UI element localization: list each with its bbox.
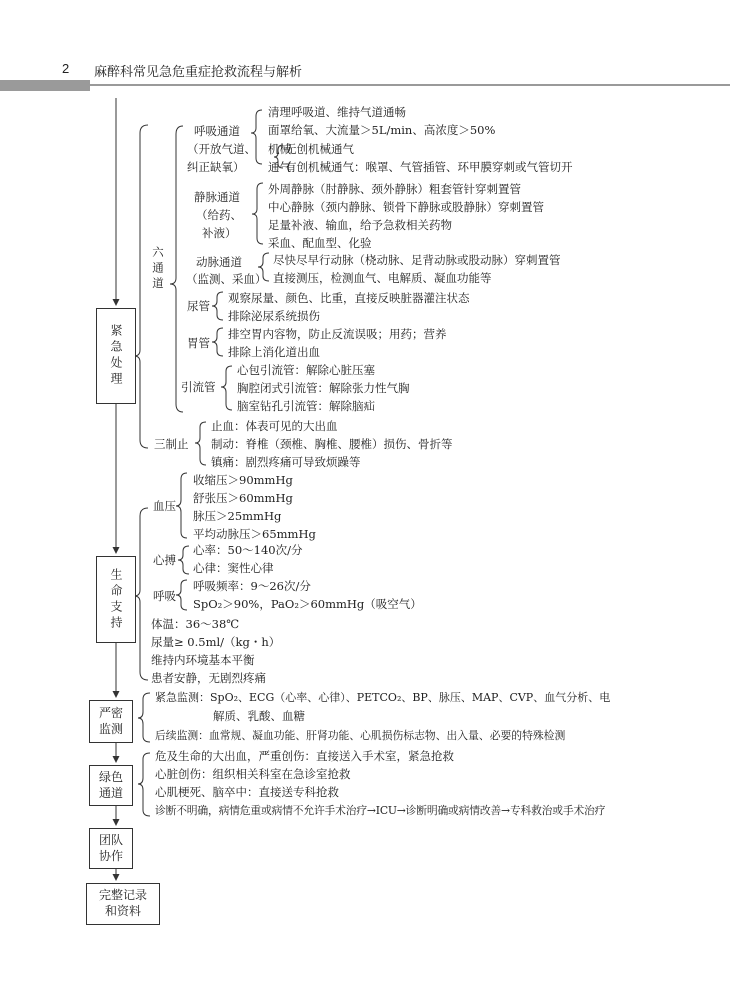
mech-vent-item: 有创机械通气：喉罩、气管插管、环甲膜穿刺或气管切开 — [285, 160, 573, 174]
life-other-item: 体温：36～38℃ — [151, 617, 240, 631]
green-channel-item: 危及生命的大出血，严重创伤：直接送入手术室，紧急抢救 — [155, 749, 454, 763]
urgent-monitoring-line-2: 解质、乳酸、血糖 — [213, 709, 305, 723]
bp-item: 平均动脉压＞65mmHg — [193, 527, 316, 541]
complete-records-box — [86, 883, 160, 925]
life-support-box: 生命支持 — [96, 556, 136, 643]
airway-item: 清理呼吸道、维持气道通畅 — [268, 105, 406, 119]
bp-item: 脉压＞25mmHg — [193, 509, 282, 523]
teamwork-label-1: 团队 — [98, 833, 123, 847]
resp-title: 呼吸 — [153, 589, 176, 603]
gastric-title: 胃管 — [187, 336, 210, 350]
resp-item: SpO₂＞90%，PaO₂＞60mmHg（吸空气） — [193, 597, 422, 611]
bp-title: 血压 — [153, 499, 176, 513]
life-other-item: 维持内环境基本平衡 — [151, 653, 255, 667]
three-controls-item: 镇痛：剧烈疼痛可导致烦躁等 — [211, 455, 361, 469]
arterial-item: 直接测压，检测血气、电解质、凝血功能等 — [273, 271, 492, 285]
page-number: 2 — [62, 61, 70, 76]
heart-item: 心律：窦性心律 — [193, 561, 274, 575]
venous-sub-1: （给药、 — [196, 208, 242, 222]
three-controls-item: 制动：脊椎（颈椎、胸椎、腰椎）损伤、骨折等 — [211, 437, 453, 451]
urinary-item: 观察尿量、颜色、比重，直接反映脏器灌注状态 — [228, 291, 470, 305]
life-other-item: 尿量≥ 0.5ml/（kg・h） — [151, 635, 281, 649]
green-channel-item: 诊断不明确，病情危重或病情不允许手术治疗→ICU→诊断明确或病情改善→专科救治或手术治疗 — [155, 804, 606, 817]
airway-sub-1: （开放气道、 — [187, 142, 256, 156]
green-channel-item: 心肌梗死、脑卒中：直接送专科抢救 — [155, 785, 339, 799]
three-controls-item: 止血：体表可见的大出血 — [211, 419, 338, 433]
life-other-item: 患者安静，无剧烈疼痛 — [151, 671, 266, 685]
bp-item: 舒张压＞60mmHg — [193, 491, 293, 505]
venous-item: 中心静脉（颈内静脉、锁骨下静脉或股静脉）穿刺置管 — [268, 200, 544, 214]
page-header-title: 麻醉科常见急危重症抢救流程与解析 — [94, 65, 303, 80]
arterial-item: 尽快尽早行动脉（桡动脉、足背动脉或股动脉）穿刺置管 — [273, 253, 561, 267]
green-channel-item: 心脏创伤：组织相关科室在急诊室抢救 — [155, 767, 351, 781]
heart-title: 心搏 — [153, 553, 176, 567]
urinary-title: 尿管 — [187, 299, 210, 313]
six-channels-label: 六通道 — [151, 246, 165, 293]
drainage-item: 心包引流管：解除心脏压塞 — [237, 363, 375, 377]
close-monitoring-label-2: 监测 — [98, 722, 123, 736]
arterial-sub: （监测、采血） — [186, 272, 267, 286]
arterial-title: 动脉通道 — [196, 255, 242, 269]
venous-sub-2: 补液） — [202, 226, 237, 240]
teamwork-box — [89, 828, 133, 869]
mech-vent-label-2: 通气 — [268, 160, 291, 174]
venous-title: 静脉通道 — [194, 190, 240, 204]
complete-records-label-1: 完整记录 — [98, 888, 147, 902]
green-channel-label-1: 绿色 — [98, 770, 123, 784]
mech-vent-item: 无创机械通气 — [285, 142, 354, 156]
complete-records-label-2: 和资料 — [104, 904, 141, 918]
resp-item: 呼吸频率：9～26次/分 — [193, 579, 311, 593]
venous-item: 采血、配血型、化验 — [268, 236, 372, 250]
bp-item: 收缩压＞90mmHg — [193, 473, 293, 487]
close-monitoring-box — [89, 700, 133, 743]
teamwork-label-2: 协作 — [98, 849, 123, 863]
three-controls-title: 三制止 — [154, 437, 189, 451]
urgent-treatment-box: 紧急处理 — [96, 308, 136, 404]
green-channel-label-2: 通道 — [98, 786, 123, 800]
gastric-item: 排除上消化道出血 — [228, 345, 320, 359]
drainage-item: 胸腔闭式引流管：解除张力性气胸 — [237, 381, 410, 395]
drainage-title: 引流管 — [181, 380, 216, 394]
follow-monitoring: 后续监测：血常规、凝血功能、肝肾功能、心肌损伤标志物、出入量、必要的特殊检测 — [155, 729, 566, 742]
mech-vent-label-1: 机械 — [268, 142, 291, 156]
airway-item: 面罩给氧、大流量＞5L/min、高浓度＞50% — [268, 123, 496, 137]
green-channel-box — [89, 765, 133, 806]
airway-sub-2: 纠正缺氧） — [187, 160, 245, 174]
urgent-monitoring-line-1: 紧急监测：SpO₂、ECG（心率、心律）、PETCO₂、BP、脉压、MAP、CVP、血气分析、电 — [155, 691, 611, 704]
drainage-item: 脑室钻孔引流管：解除脑疝 — [237, 399, 375, 413]
close-monitoring-label-1: 严密 — [98, 706, 123, 720]
venous-item: 足量补液、输血，给予急救相关药物 — [268, 218, 452, 232]
airway-title: 呼吸通道 — [194, 124, 240, 138]
venous-item: 外周静脉（肘静脉、颈外静脉）粗套管针穿刺置管 — [268, 182, 521, 196]
urinary-item: 排除泌尿系统损伤 — [228, 309, 320, 323]
gastric-item: 排空胃内容物，防止反流误吸；用药；营养 — [228, 327, 447, 341]
heart-item: 心率：50～140次/分 — [193, 543, 303, 557]
